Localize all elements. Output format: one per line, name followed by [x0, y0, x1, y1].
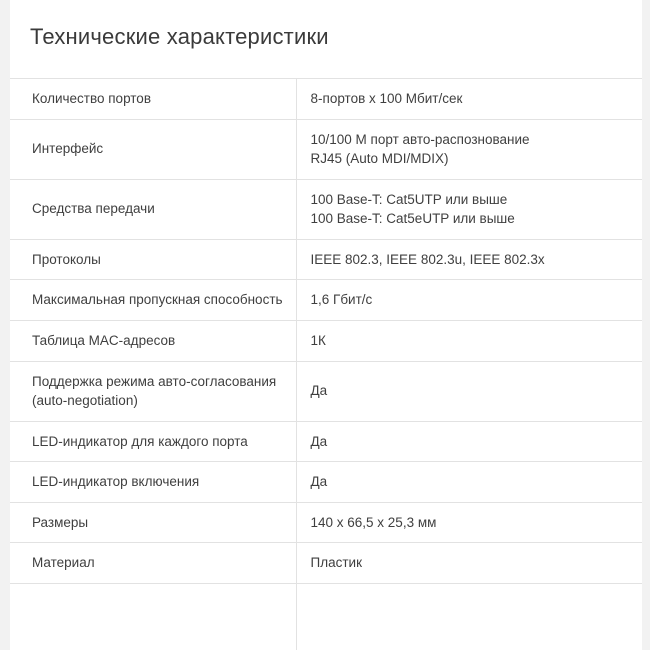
spec-label: LED-индикатор включения — [10, 462, 296, 503]
spec-value — [296, 421, 642, 462]
spec-value-line: 100 Base-T: Cat5UTP или выше — [310, 191, 508, 207]
spec-value-line: 1,6 Гбит/с — [310, 292, 373, 308]
spec-label: Протоколы — [10, 239, 296, 280]
spec-value — [296, 320, 642, 361]
table-row — [10, 79, 642, 120]
spec-value — [296, 119, 642, 179]
spec-label: Таблица MAC-адресов — [10, 320, 296, 361]
spec-value-line: 10/100 М порт авто-распознование — [310, 131, 530, 147]
table-row — [10, 361, 642, 421]
spec-label: Максимальная пропускная способность — [10, 280, 296, 321]
table-row — [10, 502, 642, 543]
spec-value-line: 1К — [310, 332, 326, 348]
spec-value — [296, 361, 642, 421]
spec-label: Размеры — [10, 502, 296, 543]
page-title: Технические характеристики — [30, 24, 329, 49]
spec-label: Поддержка режима авто-согласования (auto-negotiation) — [10, 361, 296, 421]
spec-value-line: 8-портов x 100 Мбит/сек — [310, 91, 463, 106]
spec-value — [296, 179, 642, 239]
table-row — [10, 280, 642, 321]
spec-label: Количество портов — [10, 79, 296, 120]
spec-value — [296, 280, 642, 321]
spec-value — [296, 79, 642, 120]
table-body — [10, 79, 642, 584]
table-row — [10, 462, 642, 503]
spec-value-line: IEEE 802.3, IEEE 802.3u, IEEE 802.3x — [310, 251, 545, 267]
table-row — [10, 543, 642, 584]
specifications-table — [10, 78, 642, 584]
table-row — [10, 179, 642, 239]
spec-value — [296, 462, 642, 503]
spec-label: Интерфейс — [10, 119, 296, 179]
spec-label: Материал — [10, 543, 296, 584]
spec-value-line: Пластик — [310, 555, 362, 571]
spec-value-line: Да — [310, 474, 328, 490]
table-row — [10, 119, 642, 179]
table-row — [10, 421, 642, 462]
table-row — [10, 239, 642, 280]
spec-label: LED-индикатор для каждого порта — [10, 421, 296, 462]
spec-value-line: Да — [310, 433, 328, 449]
spec-value-line: Да — [310, 383, 328, 399]
spec-value — [296, 502, 642, 543]
spec-value-line: 100 Base-T: Cat5eUTP или выше — [310, 211, 515, 227]
spec-label: Средства передачи — [10, 179, 296, 239]
spec-value — [296, 543, 642, 584]
spec-value-line: 140 x 66,5 x 25,3 мм — [310, 514, 437, 530]
table-column-divider — [296, 78, 297, 650]
spec-value-line: RJ45 (Auto MDI/MDIX) — [310, 151, 449, 167]
table-row — [10, 320, 642, 361]
spec-value — [296, 239, 642, 280]
